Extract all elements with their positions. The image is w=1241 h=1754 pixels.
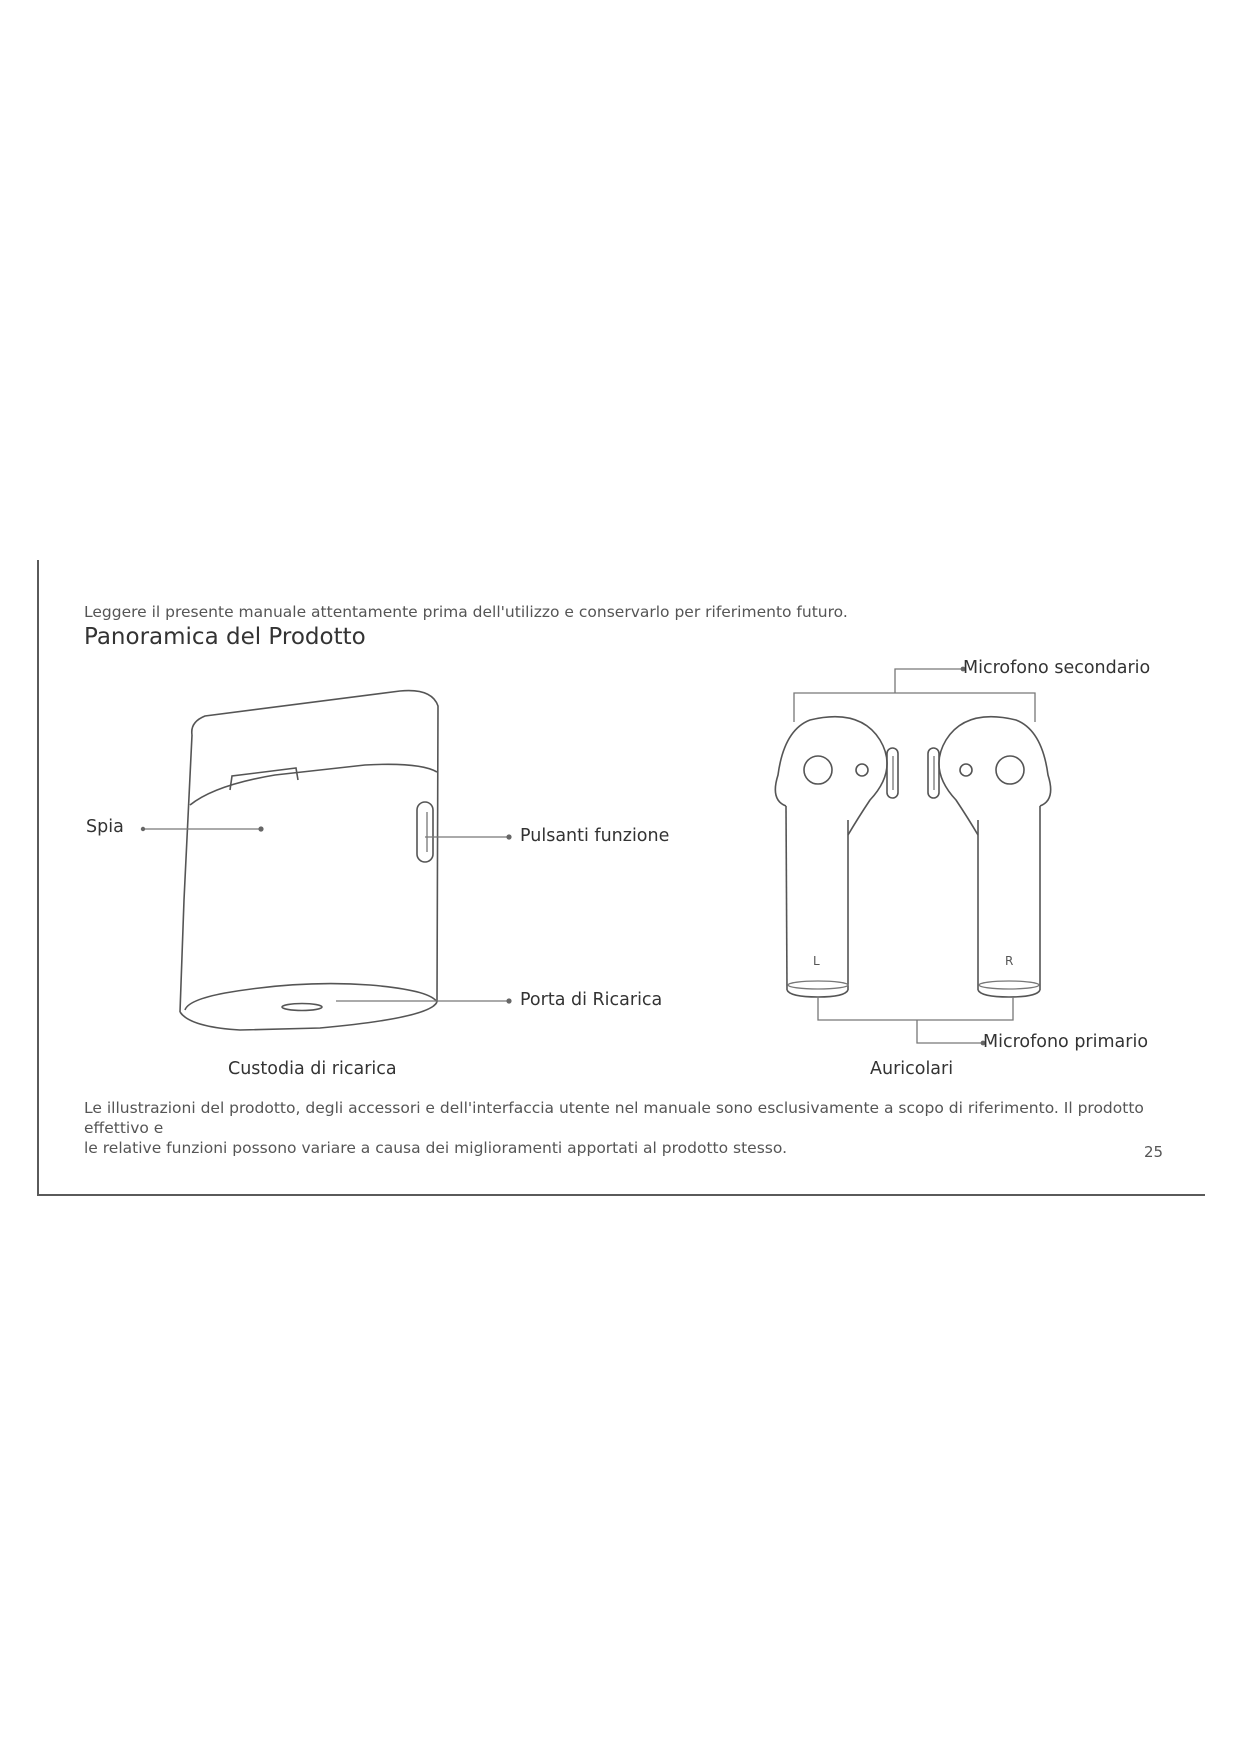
disclaimer [84,1098,1174,1158]
right-earbud-illustration [928,717,1051,997]
left-marker: L [813,954,820,968]
intro-text: Leggere il presente manuale attentamente prima dell'utilizzo e conservarlo per riferimento futuro. [84,603,848,621]
indicator-label: Spia [86,817,124,837]
earbuds-caption: Auricolari [870,1059,954,1079]
page-number: 25 [1144,1143,1164,1161]
case-leader-lines [141,826,512,1003]
secondary-mic-label: Microfono secondario [963,658,1151,678]
section-title: Panoramica del Prodotto [84,624,366,650]
charging-case-illustration [180,691,438,1030]
charging-port-label: Porta di Ricarica [520,990,663,1010]
primary-mic-label: Microfono primario [983,1032,1149,1052]
function-buttons-label: Pulsanti funzione [520,826,670,846]
case-caption: Custodia di ricarica [228,1059,397,1079]
disclaimer-line-2: le relative funzioni possono variare a causa dei miglioramenti apportati al prodotto stesso. [84,1139,788,1157]
disclaimer-line-1: Le illustrazioni del prodotto, degli accessori e dell'interfaccia utente nel manuale sono esclusivamente a scopo di riferimento. Il prodotto effettivo e [84,1099,1144,1137]
right-marker: R [1005,954,1014,968]
left-earbud-illustration [775,717,898,997]
